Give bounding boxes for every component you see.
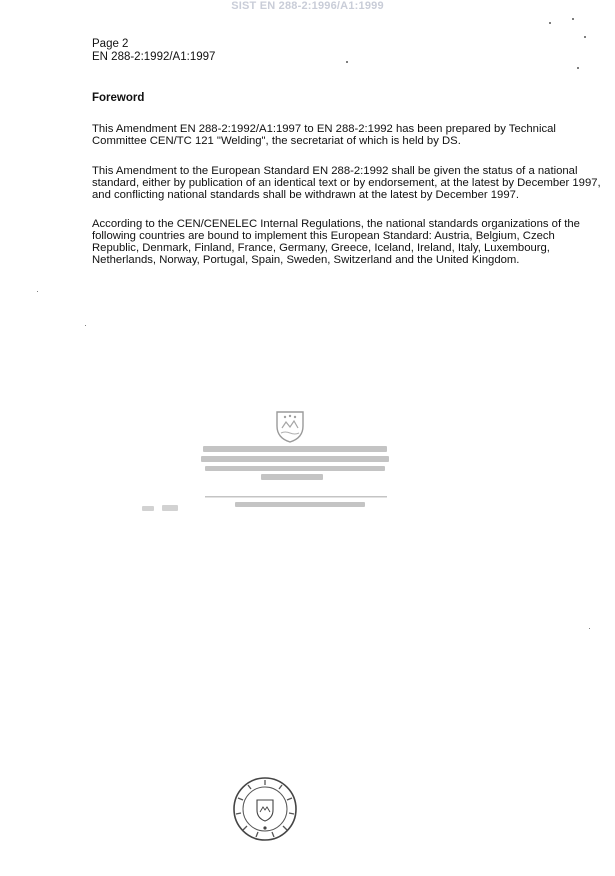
page-reference	[92, 38, 215, 64]
scan-speck	[589, 628, 590, 629]
scan-speck	[572, 18, 574, 20]
faded-stamp	[195, 408, 395, 518]
foreword-paragraph: According to the CEN/CENELEC Internal Regulations, the national standards organizations of the following countries are bound to implement this European Standard: Austria, Belgium, Czech Republic, Denmark, Finland, France, Germany, Greece, Iceland, Ireland, Italy, Luxembourg, Netherlands, Norway, Portugal, Spain, Sweden, Switzerland and the United Kingdom.	[92, 218, 580, 266]
scan-speck	[85, 325, 86, 326]
scan-speck	[577, 67, 579, 69]
round-seal	[232, 776, 298, 842]
foreword-heading: Foreword	[92, 92, 145, 104]
foreword-paragraph: This Amendment EN 288-2:1992/A1:1997 to EN 288-2:1992 has been prepared by Technical Committee CEN/TC 121 "Welding", the secretariat of which is held by DS.	[92, 123, 556, 147]
stamp-side-mark	[142, 503, 186, 515]
scan-speck	[584, 36, 586, 38]
scan-speck	[37, 291, 38, 292]
scan-speck	[346, 61, 348, 63]
standard-code: EN 288-2:1992/A1:1997	[92, 51, 216, 63]
scan-speck	[549, 22, 551, 24]
foreword-paragraph: This Amendment to the European Standard EN 288-2:1992 shall be given the status of a national standard, either by publication of an identical text or by endorsement, at the latest by December 1997, and conflicting national standards shall be withdrawn at the latest by December 1997.	[92, 165, 601, 201]
document-watermark-header: SIST EN 288-2:1996/A1:1999	[231, 0, 384, 12]
coat-of-arms-icon	[273, 408, 307, 444]
stamp-text-lines	[195, 444, 395, 514]
page-number: Page 2	[92, 38, 129, 50]
